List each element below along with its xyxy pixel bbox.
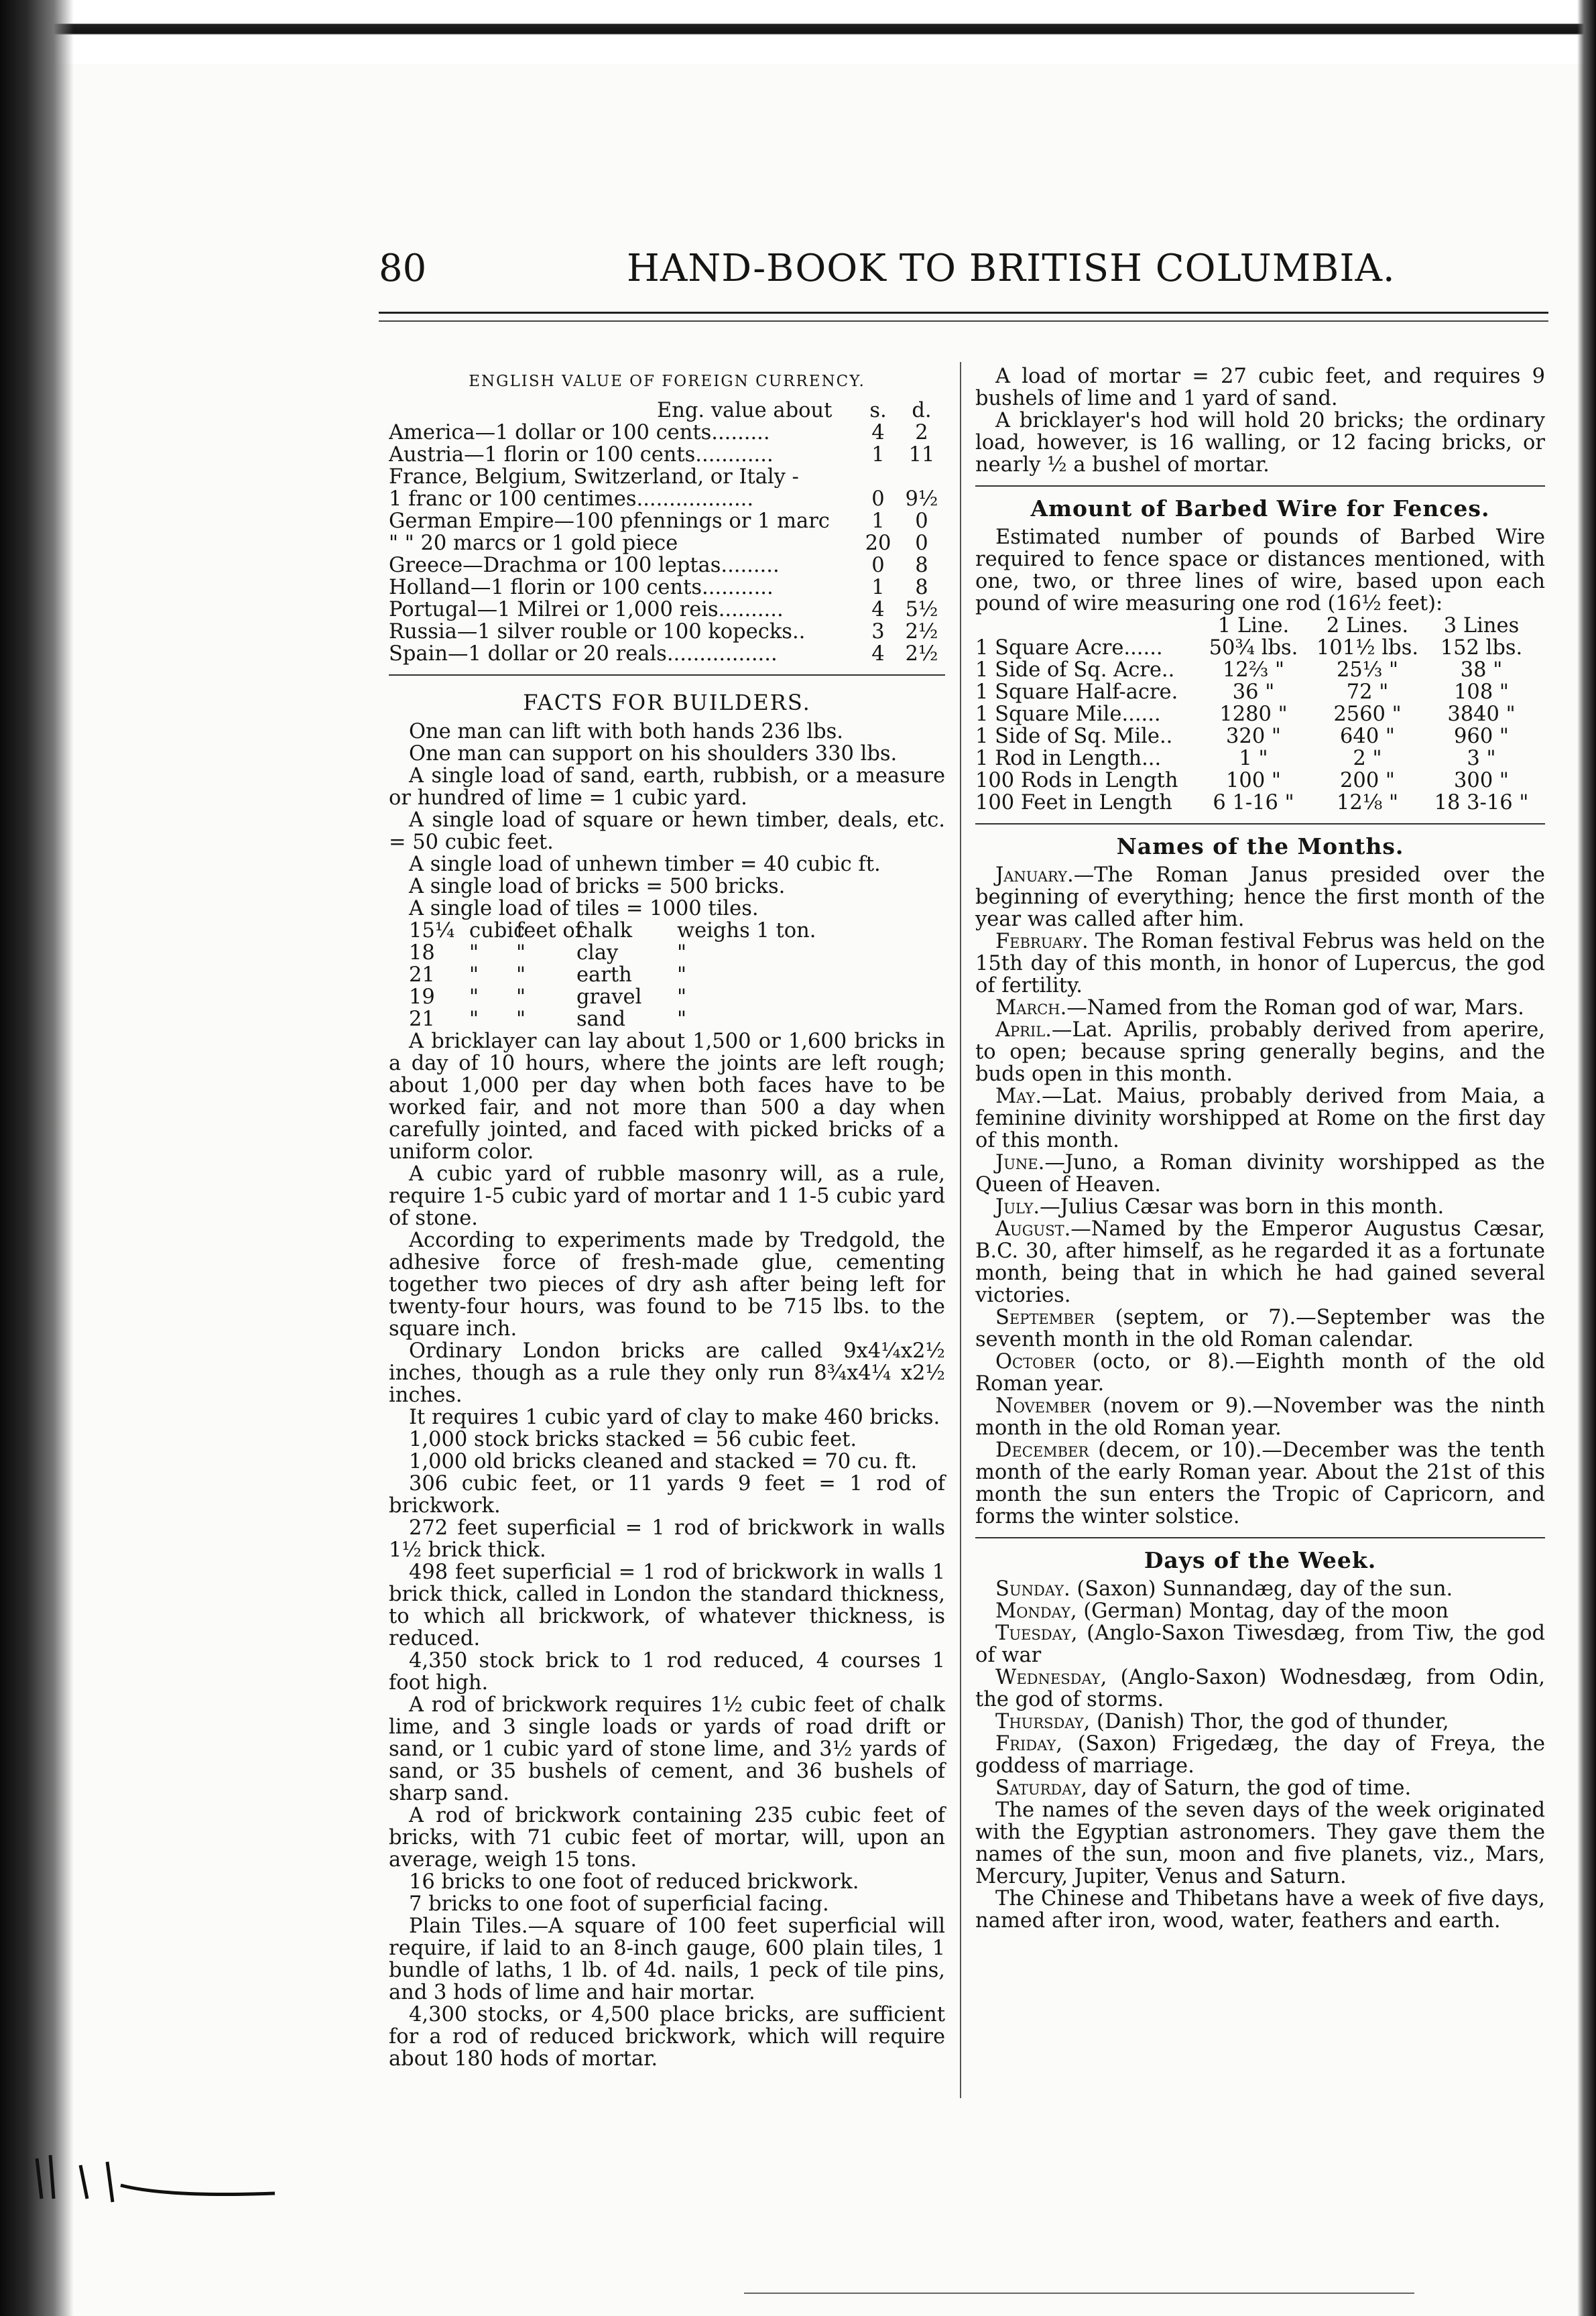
month-name: February. <box>995 930 1089 953</box>
weight-unit: " <box>469 963 479 987</box>
currency-pence: 8 <box>915 554 928 577</box>
month-entry <box>975 864 1545 930</box>
day-text: (Anglo-Saxon Tiwesdæg, from Tiw, the god of war <box>975 1622 1545 1667</box>
currency-shillings: 4 <box>871 598 885 621</box>
day-entry <box>975 1777 1545 1799</box>
builders-fact: It requires 1 cubic yard of clay to make 460 bricks. <box>409 1406 940 1429</box>
weight-material: earth <box>576 963 632 987</box>
wire-label: 1 Square Half-acre. <box>975 681 1178 703</box>
builders-fact: A cubic yard of rubble masonry will, as a rule, require 1-5 cubic yard of mortar and 1 1-5 cubic yard of stone. <box>389 1162 945 1230</box>
day-name: Saturday, <box>995 1776 1088 1800</box>
wire-three-lines: 960 " <box>1454 725 1509 748</box>
currency-label: Spain—1 dollar or 20 reals................. <box>389 643 778 665</box>
currency-label: " " 20 marcs or 1 gold piece <box>389 532 678 554</box>
weight-unit: " <box>469 985 479 1009</box>
currency-shillings: 20 <box>865 532 892 555</box>
weight-quantity: 18 <box>409 941 435 965</box>
month-entry <box>975 997 1545 1019</box>
weight-unit: " <box>469 941 479 965</box>
month-name: June. <box>995 1151 1045 1174</box>
page-number: 80 <box>379 247 427 290</box>
wire-row <box>975 637 1545 659</box>
builders-fact: 7 bricks to one foot of superficial facing. <box>409 1892 829 1916</box>
currency-shillings: 0 <box>871 554 885 577</box>
rule <box>975 485 1545 487</box>
wire-one-line: 6 1-16 " <box>1213 791 1294 814</box>
currency-pence: 2½ <box>905 620 938 644</box>
wire-label: 1 Square Acre...... <box>975 637 1163 659</box>
weight-unit-of: " <box>516 941 526 965</box>
month-name: August. <box>995 1217 1071 1241</box>
day-entry <box>975 1578 1545 1600</box>
days-list <box>975 1578 1545 1799</box>
wire-two-lines: 12⅛ " <box>1336 791 1399 814</box>
wire-one-line: 12⅔ " <box>1222 658 1285 682</box>
weight-material: gravel <box>576 985 642 1009</box>
day-entry <box>975 1666 1545 1711</box>
weight-material: clay <box>576 941 619 965</box>
month-name: October <box>995 1350 1075 1374</box>
wire-three-lines: 300 " <box>1454 769 1509 792</box>
day-name: Monday, <box>995 1599 1077 1623</box>
currency-row <box>389 510 945 532</box>
currency-row <box>389 422 945 444</box>
currency-shillings: 3 <box>871 620 885 644</box>
wire-col-3: 3 Lines <box>1443 614 1520 637</box>
left-column <box>389 365 945 2070</box>
wire-row <box>975 792 1545 814</box>
page-header <box>379 247 1478 300</box>
right-column <box>975 365 1545 1932</box>
wire-three-lines: 3840 " <box>1447 703 1516 726</box>
day-name: Sunday. <box>995 1577 1070 1601</box>
builders-fact: 4,300 stocks, or 4,500 place bricks, are sufficient for a rod of reduced brickwork, which will require about 180 hods of mortar. <box>389 2003 945 2071</box>
currency-label: Holland—1 florin or 100 cents........... <box>389 576 774 599</box>
months-heading: Names of the Months. <box>1116 833 1404 859</box>
currency-row <box>389 444 945 466</box>
builders-fact: Ordinary London bricks are called 9x4¼x2½ inches, though as a rule they only run 8¾x4¼ x2½ inches. <box>389 1339 945 1407</box>
currency-pence: 9½ <box>905 487 938 511</box>
currency-label: America—1 dollar or 100 cents......... <box>389 422 770 444</box>
month-name: November <box>995 1394 1091 1418</box>
weight-row <box>389 920 945 942</box>
column-divider <box>960 362 961 2098</box>
month-name: January. <box>995 863 1074 887</box>
bottom-rule <box>744 2293 1414 2294</box>
wire-row <box>975 681 1545 703</box>
month-entry <box>975 1019 1545 1085</box>
wire-row <box>975 725 1545 747</box>
wire-three-lines: 18 3-16 " <box>1434 791 1529 814</box>
weight-unit: " <box>469 1008 479 1031</box>
month-text: —Named by the Emperor Augustus Cæsar, B.C. 30, after himself, as he regarded it as a fortunate month, being that in which he had gained several victories. <box>975 1217 1545 1307</box>
day-text: (Anglo-Saxon) Wodnesdæg, from Odin, the god of storms. <box>975 1666 1545 1711</box>
wire-three-lines: 3 " <box>1467 747 1496 770</box>
scan-edge-left <box>0 0 74 2316</box>
weight-row <box>389 964 945 986</box>
months-list <box>975 864 1545 1528</box>
mortar-paragraphs <box>975 365 1545 476</box>
weight-material: sand <box>576 1008 626 1031</box>
weight-result: " <box>677 985 687 1009</box>
currency-label: Austria—1 florin or 100 cents............ <box>389 444 774 466</box>
wire-two-lines: 101½ lbs. <box>1316 636 1419 660</box>
builders-heading: FACTS FOR BUILDERS. <box>523 690 811 715</box>
month-text: —Named from the Roman god of war, Mars. <box>1066 996 1524 1020</box>
wire-two-lines: 25⅓ " <box>1336 658 1399 682</box>
scan-edge-top <box>0 0 1596 64</box>
month-name: May. <box>995 1085 1042 1108</box>
currency-shillings <box>858 466 898 488</box>
wire-one-line: 50¾ lbs. <box>1209 636 1298 660</box>
wire-three-lines: 108 " <box>1454 680 1509 704</box>
scan-edge-right <box>1577 0 1596 2316</box>
day-name: Wednesday, <box>995 1666 1107 1689</box>
wire-two-lines: 2 " <box>1353 747 1382 770</box>
currency-pence: 2 <box>915 421 928 444</box>
builders-fact: A single load of unhewn timber = 40 cubic ft. <box>409 853 881 876</box>
day-text: (German) Montag, day of the moon <box>1077 1599 1449 1623</box>
wire-two-lines: 2560 " <box>1333 703 1402 726</box>
wire-two-lines: 72 " <box>1346 680 1389 704</box>
wire-one-line: 36 " <box>1232 680 1275 704</box>
weight-row <box>389 942 945 964</box>
currency-row <box>389 554 945 576</box>
weight-unit-of: " <box>516 963 526 987</box>
builders-fact: Plain Tiles.—A square of 100 feet superficial will require, if laid to an 8-inch gauge, 600 plain tiles, 1 bundle of laths, 1 lb. of 4d. nails, 1 peck of tile pins, and 3 hods of lime and hair mortar. <box>389 1914 945 2004</box>
rule <box>975 823 1545 825</box>
builders-fact: One man can lift with both hands 236 lbs. <box>409 720 844 743</box>
currency-row <box>389 643 945 665</box>
month-text: (novem or 9).—November was the ninth month in the old Roman year. <box>975 1394 1545 1440</box>
wire-three-lines: 38 " <box>1460 658 1503 682</box>
month-entry <box>975 1351 1545 1395</box>
weight-row <box>389 1008 945 1030</box>
day-entry <box>975 1600 1545 1622</box>
wire-three-lines: 152 lbs. <box>1440 636 1523 660</box>
currency-pence: 8 <box>915 576 928 599</box>
wire-col-1: 1 Line. <box>1217 614 1290 637</box>
wire-one-line: 320 " <box>1226 725 1281 748</box>
month-entry <box>975 930 1545 997</box>
builders-fact: One man can support on his shoulders 330 lbs. <box>409 742 898 766</box>
rule <box>975 1537 1545 1538</box>
builders-fact: A bricklayer can lay about 1,500 or 1,600 bricks in a day of 10 hours, where the joints are left rough; about 1,000 per day when both faces have to be worked fair, and not more than 500 a day when carefully jointed, and faced with picked bricks of a uniform color. <box>389 1030 945 1164</box>
wire-heading: Amount of Barbed Wire for Fences. <box>1030 495 1490 522</box>
builders-fact: 1,000 stock bricks stacked = 56 cubic feet. <box>409 1428 857 1451</box>
currency-col-header: Eng. value about <box>657 399 833 422</box>
weight-result: " <box>677 941 687 965</box>
wire-label: 1 Side of Sq. Mile.. <box>975 725 1173 747</box>
month-text: —Lat. Maius, probably derived from Maia, a feminine divinity worshipped at Rome on the first day of this month. <box>975 1085 1545 1152</box>
wire-row <box>975 703 1545 725</box>
month-name: July. <box>995 1195 1040 1219</box>
day-text: (Saxon) Frigedæg, the day of Freya, the goddess of marriage. <box>975 1732 1545 1778</box>
weight-quantity: 15¼ <box>409 919 455 942</box>
currency-pence: 11 <box>908 443 935 467</box>
days-heading: Days of the Week. <box>1144 1547 1377 1573</box>
month-entry <box>975 1218 1545 1306</box>
wire-two-lines: 200 " <box>1340 769 1395 792</box>
month-name: December <box>995 1439 1089 1462</box>
currency-row <box>389 599 945 621</box>
currency-pence: 0 <box>915 509 928 533</box>
weight-result: " <box>677 1008 687 1031</box>
running-title: HAND-BOOK TO BRITISH COLUMBIA. <box>627 247 1396 290</box>
wire-row <box>975 747 1545 770</box>
weight-unit-of: " <box>516 985 526 1009</box>
weights-table <box>389 920 945 1030</box>
weight-row <box>389 986 945 1008</box>
wire-col-2: 2 Lines. <box>1326 614 1409 637</box>
builders-fact: 4,350 stock brick to 1 rod reduced, 4 courses 1 foot high. <box>389 1649 945 1695</box>
currency-row <box>389 576 945 599</box>
currency-shillings: 1 <box>871 509 885 533</box>
currency-row <box>389 466 945 488</box>
weight-unit: cubic <box>469 919 526 942</box>
wire-one-line: 100 " <box>1226 769 1281 792</box>
month-text: The Roman festival Februs was held on the 15th day of this month, in honor of Lupercus, the god of fertility. <box>975 930 1545 997</box>
currency-col-d: d. <box>912 399 932 422</box>
wire-row <box>975 659 1545 681</box>
currency-label: Russia—1 silver rouble or 100 kopecks.. <box>389 621 806 643</box>
currency-label: 1 franc or 100 centimes.................. <box>389 488 754 510</box>
day-text: day of Saturn, the god of time. <box>1087 1776 1412 1800</box>
builders-paragraphs <box>389 1030 945 2070</box>
month-text: —Julius Cæsar was born in this month. <box>1040 1195 1445 1219</box>
builders-fact: A rod of brickwork requires 1½ cubic feet of chalk lime, and 3 single loads or yards of road drift or sand, or 1 cubic yard of stone lime, and 3½ yards of sand, or 35 bushels of cement, and 36 bushels of sharp sand. <box>389 1693 945 1805</box>
mortar-fact: A bricklayer's hod will hold 20 bricks; the ordinary load, however, is 16 walling, or 12 facing bricks, or nearly ½ a bushel of mortar. <box>975 409 1545 477</box>
builders-fact: A single load of square or hewn timber, deals, etc. = 50 cubic feet. <box>389 808 945 854</box>
day-text: (Saxon) Sunnandæg, day of the sun. <box>1070 1577 1453 1601</box>
month-name: April. <box>995 1018 1052 1042</box>
day-name: Friday, <box>995 1732 1062 1756</box>
builders-fact: 498 feet superficial = 1 rod of brickwork in walls 1 brick thick, called in London the standard thickness, to which all brickwork, of whatever thickness, is reduced. <box>389 1561 945 1650</box>
currency-col-s: s. <box>869 399 887 422</box>
month-entry <box>975 1085 1545 1152</box>
builders-fact: 1,000 old bricks cleaned and stacked = 70 cu. ft. <box>409 1450 918 1473</box>
header-rule <box>379 312 1548 322</box>
wire-label: 100 Rods in Length <box>975 770 1178 792</box>
currency-shillings: 4 <box>871 642 885 666</box>
currency-shillings: 4 <box>871 421 885 444</box>
month-text: (septem, or 7).—September was the seventh month in the old Roman calendar. <box>975 1306 1545 1351</box>
month-text: —The Roman Janus presided over the beginning of everything; hence the first month of the year was called after him. <box>975 863 1545 931</box>
wire-one-line: 1280 " <box>1219 703 1288 726</box>
rule <box>389 674 945 676</box>
currency-pence: 0 <box>915 532 928 555</box>
builders-fact: A rod of brickwork containing 235 cubic feet of bricks, with 71 cubic feet of mortar, will, upon an average, weigh 15 tons. <box>389 1804 945 1872</box>
wire-table <box>975 637 1545 814</box>
wire-intro: Estimated number of pounds of Barbed Wire required to fence space or distances mentioned, with one, two, or three lines of wire, based upon each pound of wire measuring one rod (16½ feet): <box>975 526 1545 615</box>
builders-fact: A single load of sand, earth, rubbish, or a measure or hundred of lime = 1 cubic yard. <box>389 764 945 810</box>
day-entry <box>975 1733 1545 1777</box>
month-name: March. <box>995 996 1067 1020</box>
currency-table <box>389 422 945 665</box>
currency-pence: 5½ <box>905 598 938 621</box>
wire-column-headers <box>975 615 1545 637</box>
day-entry <box>975 1622 1545 1666</box>
month-text: (decem, or 10).—December was the tenth month of the early Roman year. About the 21st of this month the sun enters the Tropic of Capricorn, and forms the winter solstice. <box>975 1439 1545 1528</box>
weight-unit-of: " <box>516 1008 526 1031</box>
handwritten-mark <box>34 2145 282 2205</box>
weight-quantity: 19 <box>409 985 435 1009</box>
currency-row <box>389 488 945 510</box>
currency-pence <box>898 466 945 488</box>
month-name: September <box>995 1306 1095 1329</box>
month-entry <box>975 1152 1545 1196</box>
day-text: (Danish) Thor, the god of thunder, <box>1090 1710 1449 1733</box>
wire-row <box>975 770 1545 792</box>
month-text: (octo, or 8).—Eighth month of the old Roman year. <box>975 1350 1545 1396</box>
month-text: —Juno, a Roman divinity worshipped as the Queen of Heaven. <box>975 1151 1545 1197</box>
month-entry <box>975 1306 1545 1351</box>
builders-fact: A single load of tiles = 1000 tiles. <box>409 897 759 920</box>
currency-shillings: 1 <box>871 443 885 467</box>
wire-label: 1 Side of Sq. Acre.. <box>975 659 1175 681</box>
builders-fact: 306 cubic feet, or 11 yards 9 feet = 1 rod of brickwork. <box>389 1472 945 1518</box>
month-entry <box>975 1439 1545 1528</box>
currency-column-headers <box>389 400 945 422</box>
wire-label: 1 Rod in Length... <box>975 747 1162 770</box>
days-note: The Chinese and Thibetans have a week of five days, named after iron, wood, water, feathers and earth. <box>975 1887 1545 1933</box>
wire-one-line: 1 " <box>1239 747 1268 770</box>
mortar-fact: A load of mortar = 27 cubic feet, and requires 9 bushels of lime and 1 yard of sand. <box>975 365 1545 410</box>
currency-shillings: 0 <box>871 487 885 511</box>
builders-intro <box>389 721 945 920</box>
currency-pence: 2½ <box>905 642 938 666</box>
wire-label: 1 Square Mile...... <box>975 703 1161 725</box>
month-text: —Lat. Aprilis, probably derived from aperire, to open; because spring generally begins, and the buds open in this month. <box>975 1018 1545 1086</box>
weight-result: " <box>677 963 687 987</box>
day-entry <box>975 1711 1545 1733</box>
builders-fact: 272 feet superficial = 1 rod of brickwork in walls 1½ brick thick. <box>389 1516 945 1562</box>
weight-quantity: 21 <box>409 963 435 987</box>
day-name: Thursday, <box>995 1710 1091 1733</box>
builders-fact: According to experiments made by Tredgold, the adhesive force of fresh-made glue, cementing together two pieces of dry ash after being left for twenty-four hours, was found to be 715 lbs. to the square inch. <box>389 1229 945 1341</box>
weight-unit-of: feet of <box>516 919 582 942</box>
days-note: The names of the seven days of the week originated with the Egyptian astronomers. They gave them the names of the sun, moon and five planets, viz., Mars, Mercury, Jupiter, Venus and Saturn. <box>975 1799 1545 1888</box>
currency-row <box>389 621 945 643</box>
day-name: Tuesday, <box>995 1622 1078 1645</box>
currency-label: Greece—Drachma or 100 leptas......... <box>389 554 780 576</box>
currency-label: German Empire—100 pfennings or 1 marc <box>389 510 830 532</box>
currency-label: Portugal—1 Milrei or 1,000 reis.......... <box>389 599 784 621</box>
currency-row <box>389 532 945 554</box>
month-entry <box>975 1196 1545 1218</box>
month-entry <box>975 1395 1545 1439</box>
weight-material: chalk <box>576 919 633 942</box>
currency-shillings: 1 <box>871 576 885 599</box>
builders-fact: A single load of bricks = 500 bricks. <box>409 875 786 898</box>
builders-fact: 16 bricks to one foot of reduced brickwork. <box>409 1870 859 1894</box>
days-closing <box>975 1799 1545 1932</box>
currency-heading: ENGLISH VALUE OF FOREIGN CURRENCY. <box>469 373 865 390</box>
wire-two-lines: 640 " <box>1340 725 1395 748</box>
weight-quantity: 21 <box>409 1008 435 1031</box>
wire-label: 100 Feet in Length <box>975 792 1172 814</box>
currency-label: France, Belgium, Switzerland, or Italy - <box>389 466 799 488</box>
weight-result: weighs 1 ton. <box>677 919 816 942</box>
